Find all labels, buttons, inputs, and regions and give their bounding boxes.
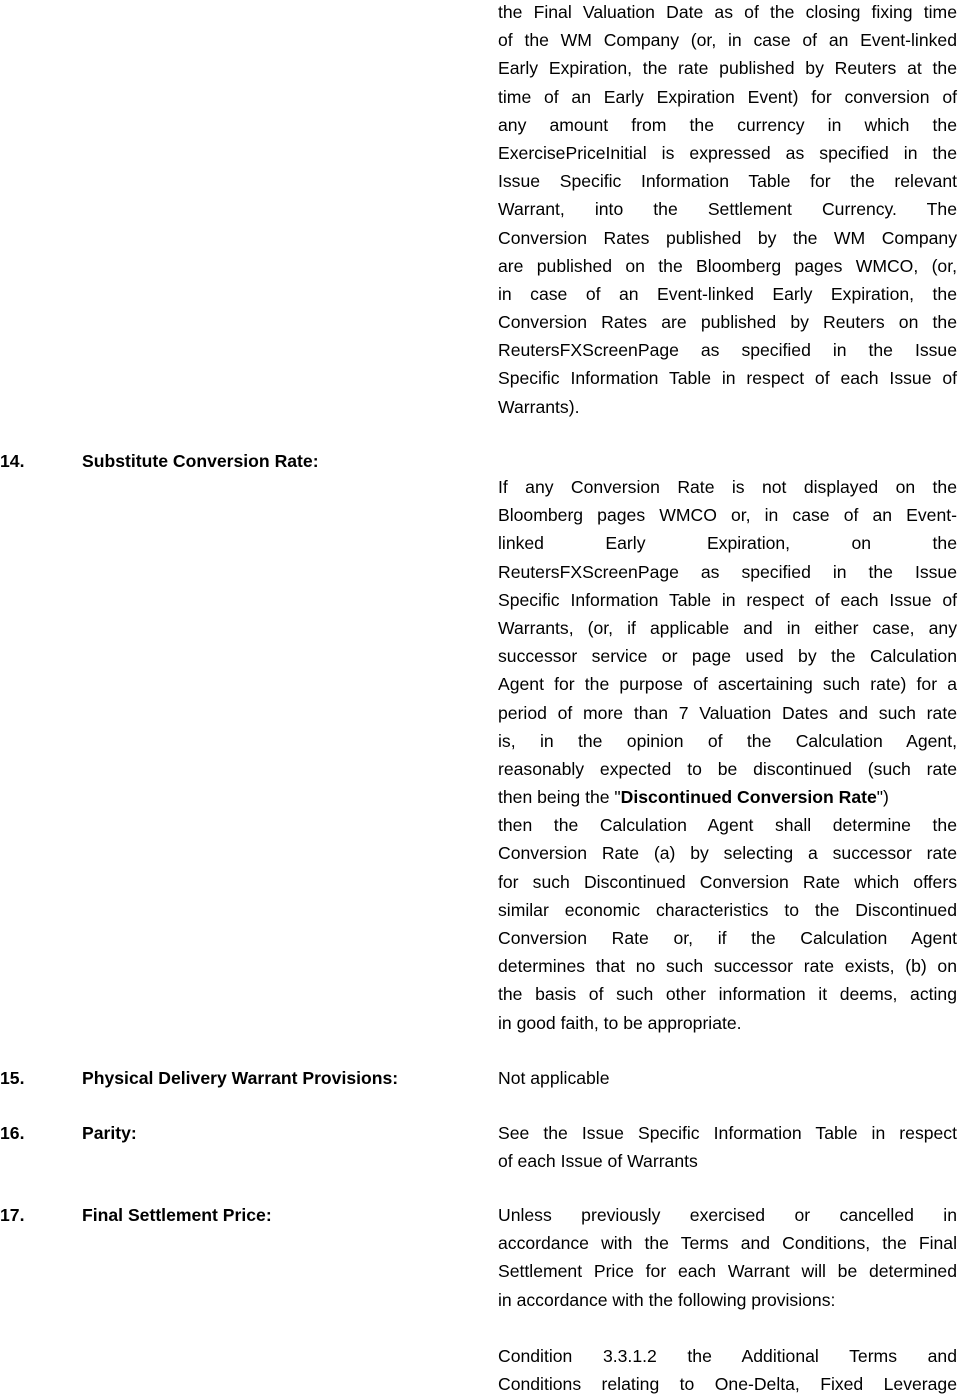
text-line: reasonably expected to be discontinued (such rate: [498, 758, 957, 779]
text-line: ReutersFXScreenPage as specified in the Issue: [498, 340, 957, 361]
text-line: [498, 783, 957, 811]
text-line: is, in the opinion of the Calculation Agent,: [498, 730, 957, 751]
text-line: are published on the Bloomberg pages WMCO, (or,: [498, 255, 957, 276]
continuation-paragraph: [498, 0, 957, 421]
item-number: 15.: [0, 1068, 25, 1088]
text-line: Conditions relating to One-Delta, Fixed Leverage: [498, 1374, 957, 1395]
item-label: Parity:: [82, 1123, 137, 1143]
text-line: of each Issue of Warrants: [498, 1151, 698, 1172]
text-line: the Final Valuation Date as of the closing fixing time: [498, 2, 957, 22]
text-line: successor service or page used by the Calculation: [498, 646, 957, 667]
text-line: If any Conversion Rate is not displayed on the: [498, 477, 957, 497]
text-line: Warrants).: [498, 396, 580, 417]
item-label: Physical Delivery Warrant Provisions:: [82, 1068, 399, 1088]
text-line: Issue Specific Information Table for the relevant: [498, 171, 957, 192]
text-line: in good faith, to be appropriate.: [498, 1012, 742, 1033]
text-line: linked Early Expiration, on the: [498, 533, 957, 554]
text-line: Agent for the purpose of ascertaining such rate) for a: [498, 674, 957, 695]
text-line: Conversion Rate (a) by selecting a successor rate: [498, 843, 957, 864]
text-line: then the Calculation Agent shall determine the: [498, 815, 957, 836]
text-line: Bloomberg pages WMCO or, in case of an Event-: [498, 505, 957, 526]
text-line: Conversion Rates published by the WM Company: [498, 227, 957, 248]
item-description: [498, 473, 957, 1037]
text-line: Early Expiration, the rate published by Reuters at the: [498, 58, 957, 79]
text-line: similar economic characteristics to the Discontinued: [498, 899, 957, 920]
item-description-continued: [498, 1342, 957, 1398]
text-line: ExercisePriceInitial is expressed as specified in the: [498, 142, 957, 163]
text-line: Unless previously exercised or cancelled in: [498, 1205, 957, 1225]
text-line: ReutersFXScreenPage as specified in the Issue: [498, 561, 957, 582]
text-line: any amount from the currency in which the: [498, 114, 957, 135]
defined-term: Discontinued Conversion Rate: [620, 787, 877, 808]
text-line: See the Issue Specific Information Table in respect: [498, 1123, 957, 1143]
item-label: Substitute Conversion Rate:: [82, 451, 319, 471]
item-description: [498, 1201, 957, 1314]
item-number: 17.: [0, 1205, 25, 1225]
text-line: Warrants, (or, if applicable and in either case, any: [498, 617, 957, 638]
text-line: Settlement Price for each Warrant will be determined: [498, 1261, 957, 1282]
text-line: Conversion Rate or, if the Calculation Agent: [498, 928, 957, 948]
text-line: accordance with the Terms and Conditions, the Final: [498, 1233, 957, 1254]
item-description: [498, 1119, 957, 1175]
item-number: 16.: [0, 1123, 25, 1143]
item-description: [498, 1064, 957, 1092]
text-line: Specific Information Table in respect of each Issue of: [498, 368, 957, 389]
text-line: the basis of such other information it deems, acting: [498, 984, 957, 1005]
text-line: Not applicable: [498, 1068, 610, 1088]
item-label: Final Settlement Price:: [82, 1205, 272, 1225]
item-number: 14.: [0, 451, 25, 471]
text-line: of the WM Company (or, in case of an Event-linked: [498, 30, 957, 51]
text-line: period of more than 7 Valuation Dates and such rate: [498, 702, 957, 723]
text-line: for such Discontinued Conversion Rate which offers: [498, 871, 957, 892]
text-fragment: then being the "Discontinued Conversion Rate"): [498, 787, 889, 808]
text-line: time of an Early Expiration Event) for conversion of: [498, 86, 957, 107]
text-line: Conversion Rates are published by Reuters on the: [498, 312, 957, 333]
text-line: in case of an Event-linked Early Expiration, the: [498, 283, 957, 304]
text-line: Specific Information Table in respect of each Issue of: [498, 589, 957, 610]
text-line: Warrant, into the Settlement Currency. The: [498, 199, 957, 220]
text-line: in accordance with the following provisions:: [498, 1289, 836, 1310]
text-line: determines that no such successor rate exists, (b) on: [498, 956, 957, 977]
text-line: Condition 3.3.1.2 the Additional Terms and: [498, 1346, 957, 1366]
